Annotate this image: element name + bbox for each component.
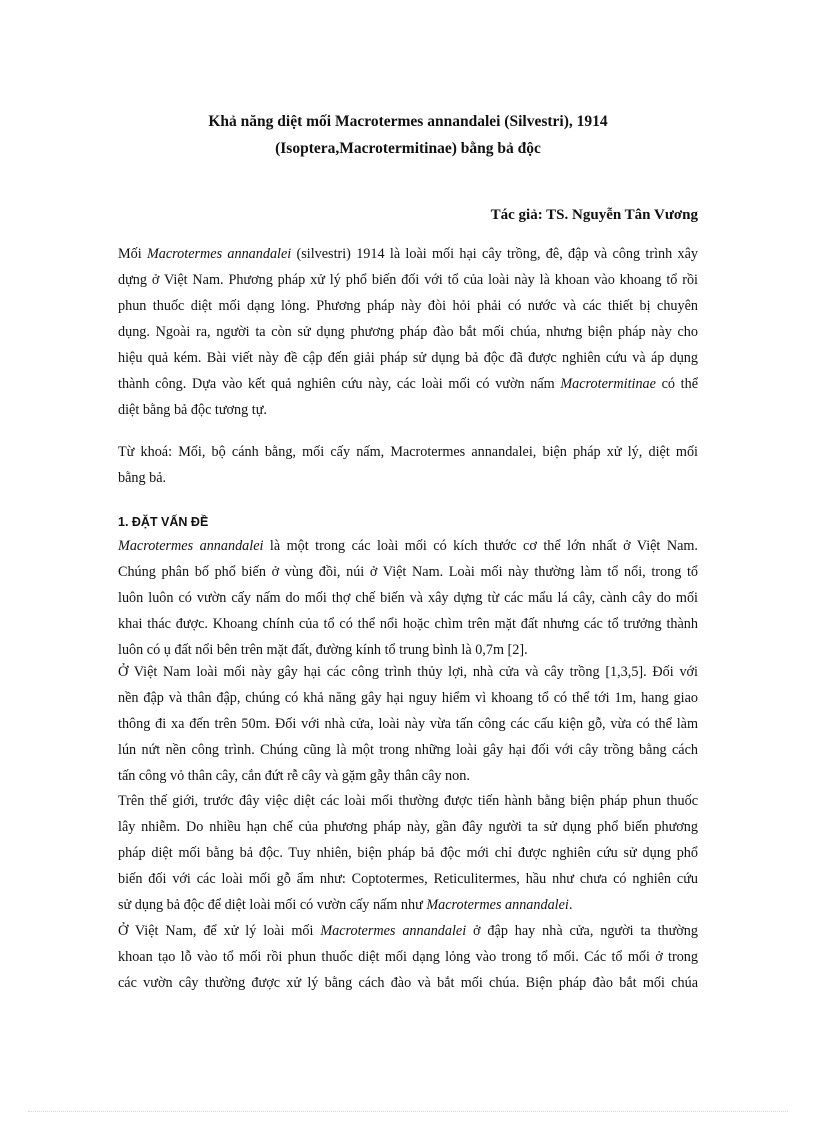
body-paragraph-4	[118, 918, 698, 996]
body-line: các vườn cây thường được xử lý bằng cách đào và bắt mối chúa. Biện pháp đào bắt mối chúa	[118, 975, 698, 991]
paper-title	[118, 108, 698, 162]
body-line: lây nhiễm. Do nhiều hạn chế của phương pháp này, gần đây người ta sử dụng phổ biến phương	[118, 819, 698, 835]
body-line: luôn luôn có vườn cấy nấm do mối thợ chế biến và xây dựng từ các mẩu lá cây, cành cây do mối	[118, 590, 698, 606]
section-heading: 1. ĐẶT VẤN ĐỀ	[118, 515, 209, 529]
body-line: khoan tạo lỗ vào tổ mối rồi phun thuốc diệt mối dạng lỏng vào trong tổ mối. Các tổ mối ở trong	[118, 949, 698, 965]
body-line: lún nứt nền công trình. Chúng cũng là một trong những loài gây hại đối với cây trồng bằng cách	[118, 742, 698, 758]
abstract-line: hiệu quả kém. Bài viết này đề cập đến giải pháp sử dụng bả độc đã được nghiên cứu và áp dụng	[118, 350, 698, 366]
species-name: Macrotermes annandalei	[146, 246, 292, 262]
abstract-line: phun thuốc diệt mối dạng lỏng. Phương pháp này đòi hỏi phải có nước và các thiết bị chuyên	[118, 298, 698, 314]
body-line: Ở Việt Nam, để xử lý loài mối Macrotermes annandalei ở đập hay nhà cửa, người ta thường	[118, 923, 698, 939]
abstract-line: diệt bằng bả độc tương tự.	[118, 402, 267, 418]
body-paragraph-1	[118, 533, 698, 663]
subfamily-name: Macrotermitinae	[560, 376, 656, 392]
body-line: Trên thế giới, trước đây việc diệt các loài mối thường được tiến hành bằng biện pháp phun thuốc	[118, 793, 698, 809]
species-name: Macrotermes annandalei	[118, 538, 264, 554]
body-line: Chúng phân bố phổ biến ở vùng đồi, núi ở Việt Nam. Loài mối này thường làm tổ nổi, trong tổ	[118, 564, 698, 580]
body-line: nền đập và thân đập, chúng có khả năng gây hại nguy hiểm vì khoang tổ có thể tới 1m, hang giao	[118, 690, 698, 706]
abstract-line: Mối Macrotermes annandalei (silvestri) 1914 là loài mối hại cây trồng, đê, đập và công trình xây	[118, 246, 698, 262]
title-line-1: Khả năng diệt mối Macrotermes annandalei (Silvestri), 1914	[208, 113, 608, 130]
body-line: Ở Việt Nam loài mối này gây hại các công trình thủy lợi, nhà cửa và cây trồng [1,3,5]. Đối với	[118, 664, 698, 680]
body-paragraph-2	[118, 659, 698, 789]
page-bottom-divider	[28, 1111, 788, 1112]
keywords-line: bằng bả.	[118, 470, 167, 486]
keywords-line: Từ khoá: Mối, bộ cánh bằng, mối cấy nấm, Macrotermes annandalei, biện pháp xử lý, diệt mối	[118, 444, 698, 460]
body-paragraph-3	[118, 788, 698, 918]
body-line: tấn công vỏ thân cây, cắn đứt rễ cây và gặm gẫy thân cây non.	[118, 768, 470, 784]
abstract-paragraph	[118, 241, 698, 423]
abstract-line: dụng. Ngoài ra, người ta còn sử dụng phương pháp đào bắt mối chúa, nhưng biện pháp này cho	[118, 324, 698, 340]
body-line: sử dụng bả độc để diệt loài mối có vườn cấy nấm như Macrotermes annandalei.	[118, 897, 573, 913]
author-line: Tác giả: TS. Nguyễn Tân Vương	[490, 207, 698, 223]
title-line-2: (Isoptera,Macrotermitinae) bằng bả độc	[275, 140, 541, 157]
species-name: Macrotermes annandalei	[426, 897, 569, 913]
body-line: biến đối với các loài mối gỗ ẩm như: Coptotermes, Reticulitermes, hầu như chưa có nghiên cứu	[118, 871, 698, 887]
body-line: thông đi xa đến trên 50m. Đối với nhà cửa, loài này vừa tấn công các cấu kiện gỗ, vừa có thể làm	[118, 716, 698, 732]
keywords-paragraph	[118, 439, 698, 491]
abstract-line: dựng ở Việt Nam. Phương pháp xử lý phổ biến đối với tổ của loài này là khoan vào khoang tổ rồi	[118, 272, 698, 288]
body-line: Macrotermes annandalei là một trong các loài mối có kích thước cơ thể lớn nhất ở Việt Nam.	[118, 538, 698, 554]
body-line: luôn có ụ đất nổi bên trên mặt đất, đường kính tổ trung bình là 0,7m [2].	[118, 642, 528, 658]
body-line: khai thác được. Khoang chính của tổ có thể nổi hoặc chìm trên mặt đất nhưng các tổ trưởng thành	[118, 616, 698, 632]
species-name: Macrotermes annandalei	[320, 923, 467, 939]
body-line: pháp diệt mối bằng bả độc. Tuy nhiên, biện pháp bả độc mới chỉ được nghiên cứu sử dụng phổ	[118, 845, 698, 861]
abstract-line: thành công. Dựa vào kết quả nghiên cứu này, các loài mối có vườn nấm Macrotermitinae có thể	[118, 376, 698, 392]
